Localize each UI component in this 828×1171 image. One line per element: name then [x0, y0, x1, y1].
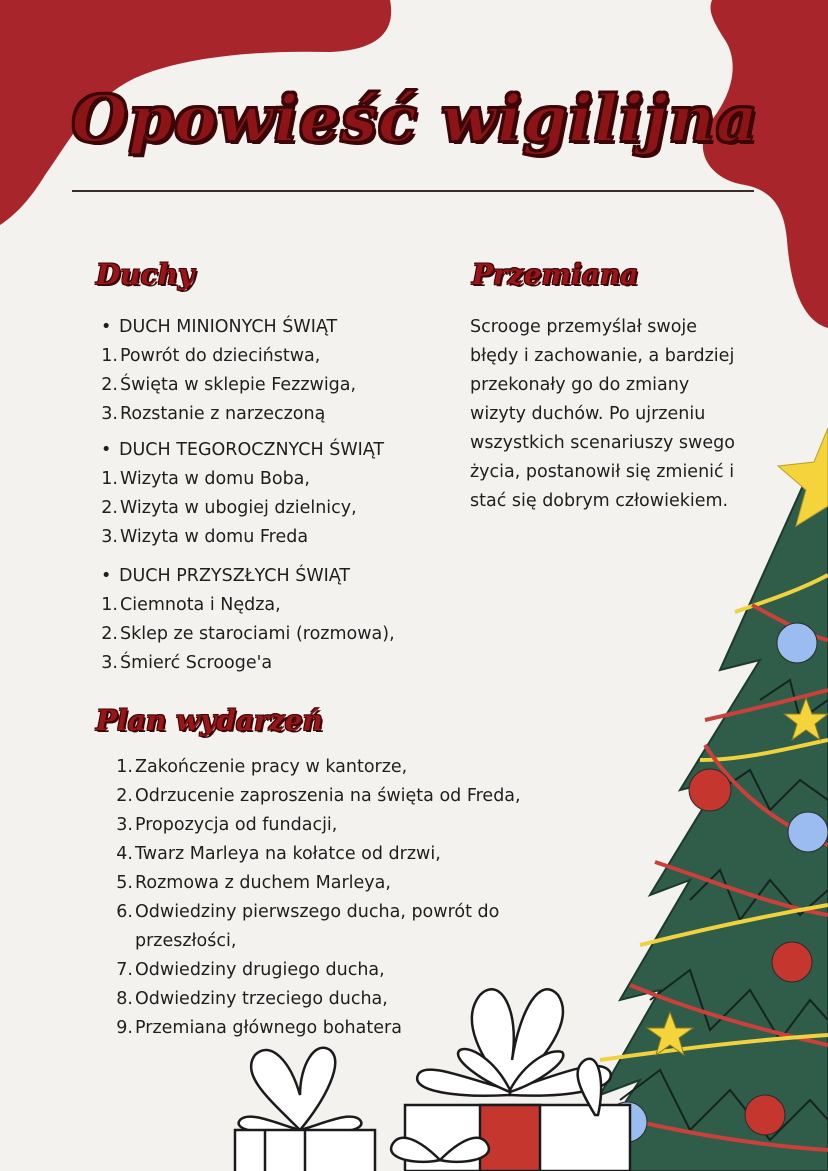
paragraph-line: błędy i zachowanie, a bardziej: [470, 346, 735, 366]
list-item: 5. Rozmowa z duchem Marleya,: [116, 873, 391, 893]
ghost-name: • DUCH PRZYSZŁYCH ŚWIĄT: [101, 562, 461, 591]
przemiana-paragraph: [470, 313, 770, 516]
section-heading-duchy: Duchy: [96, 258, 195, 291]
ghost-list-3: [101, 562, 461, 678]
list-item: 3. Wizyta w domu Freda: [101, 527, 309, 547]
list-item: 6. Odwiedziny pierwszego ducha, powrót do przeszłości,: [116, 902, 500, 951]
red-ornament: [745, 1095, 785, 1135]
section-heading-plan: Plan wydarzeń: [96, 704, 323, 737]
list-item: 4. Twarz Marleya na kołatce od drzwi,: [116, 844, 441, 864]
list-item: 2. Wizyta w ubogiej dzielnicy,: [101, 498, 357, 518]
paragraph-line: przekonały go do zmiany: [470, 375, 690, 395]
paragraph-line: stać się dobrym człowiekiem.: [470, 491, 729, 511]
ghost-name: • DUCH TEGOROCZNYCH ŚWIĄT: [101, 436, 461, 465]
christmas-tree-illustration: [580, 428, 828, 1171]
list-item: 2. Sklep ze starociami (rozmowa),: [101, 624, 395, 644]
red-ornament: [689, 769, 731, 811]
paragraph-line: wizyty duchów. Po ujrzeniu: [470, 404, 706, 424]
list-item: 7. Odwiedziny drugiego ducha,: [116, 960, 385, 980]
title-underline: [72, 190, 754, 192]
paragraph-line: wszystkich scenariuszy swego: [470, 433, 735, 453]
red-ornament: [772, 942, 812, 982]
list-item: 2. Święta w sklepie Fezzwiga,: [101, 375, 357, 395]
plan-list: [113, 753, 583, 1043]
paragraph-line: życia, postanowił się zmienić i: [470, 462, 735, 482]
ghost-list-2: [101, 436, 461, 552]
list-item: 2. Odrzucenie zaproszenia na święta od Freda,: [116, 786, 521, 806]
top-right-red-blob: [703, 0, 828, 328]
ghost-list-1: [101, 313, 461, 429]
list-item: 3. Propozycja od fundacji,: [116, 815, 338, 835]
list-item: 3. Rozstanie z narzeczoną: [101, 404, 326, 424]
paragraph-line: Scrooge przemyślał swoje: [470, 317, 698, 337]
list-item: 3. Śmierć Scrooge'a: [101, 653, 273, 673]
section-heading-przemiana: Przemiana: [472, 258, 639, 291]
blue-ornament: [777, 623, 817, 663]
list-item: 1. Wizyta w domu Boba,: [101, 469, 310, 489]
list-item: 1. Zakończenie pracy w kantorze,: [116, 757, 408, 777]
list-item: 1. Ciemnota i Nędza,: [101, 595, 281, 615]
list-item: 1. Powrót do dzieciństwa,: [101, 346, 321, 366]
list-item: 8. Odwiedziny trzeciego ducha,: [116, 989, 388, 1009]
page-title: Opowieść wigilijna: [71, 82, 759, 157]
list-item: 9. Przemiana głównego bohatera: [116, 1018, 402, 1038]
ghost-name: • DUCH MINIONYCH ŚWIĄT: [101, 313, 461, 342]
blue-ornament: [788, 812, 828, 852]
